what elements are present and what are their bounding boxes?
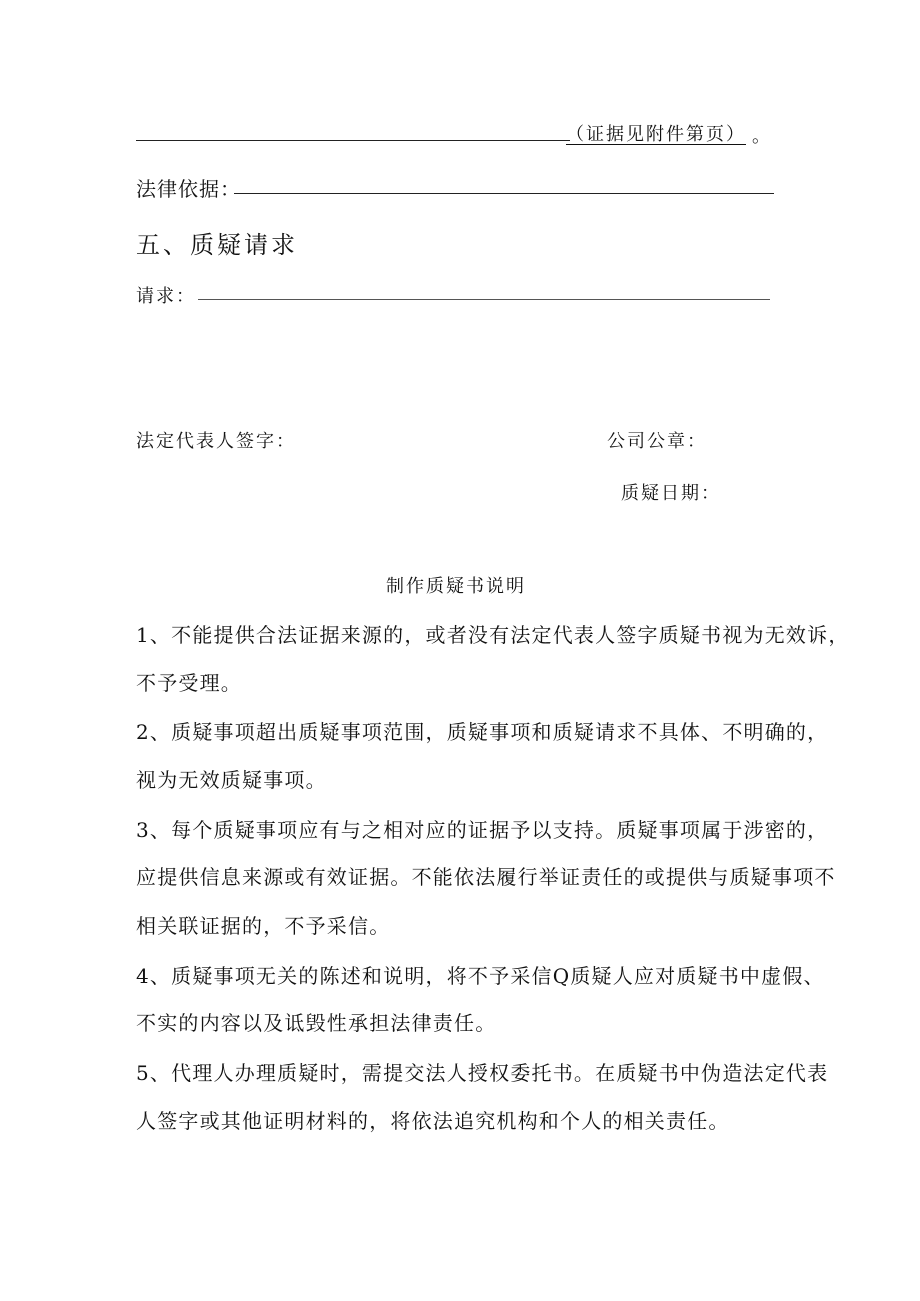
request-blank-line bbox=[198, 299, 770, 300]
objection-date-label: 质疑日期： bbox=[621, 483, 721, 504]
instruction-line: 1、不能提供合法证据来源的，或者没有法定代表人签字质疑书视为无效诉， bbox=[136, 623, 850, 647]
instruction-line: 不予受理。 bbox=[136, 671, 242, 695]
evidence-attachment-note: （证据见附件第页） bbox=[566, 124, 746, 145]
instruction-line: 人签字或其他证明材料的，将依法追究机构和个人的相关责任。 bbox=[136, 1109, 730, 1133]
instruction-line: 2、质疑事项超出质疑事项范围，质疑事项和质疑请求不具体、不明确的， bbox=[136, 720, 829, 744]
legal-representative-signature-label: 法定代表人签字： bbox=[136, 431, 296, 452]
instruction-line: 应提供信息来源或有效证据。不能依法履行举证责任的或提供与质疑事项不 bbox=[136, 865, 836, 889]
evidence-period: 。 bbox=[752, 126, 772, 147]
instruction-line: 3、每个质疑事项应有与之相对应的证据予以支持。质疑事项属于涉密的， bbox=[136, 818, 829, 842]
instruction-line: 相关联证据的，不予采信。 bbox=[136, 914, 391, 938]
instruction-line: 4、质疑事项无关的陈述和说明，将不予采信Q质疑人应对质疑书中虚假、 bbox=[136, 964, 825, 988]
evidence-blank-line bbox=[136, 140, 570, 141]
section-heading-request: 五、质疑请求 bbox=[136, 231, 298, 259]
instruction-line: 不实的内容以及诋毁性承担法律责任。 bbox=[136, 1011, 497, 1035]
legal-basis-label: 法律依据： bbox=[136, 177, 241, 201]
instructions-title: 制作质疑书说明 bbox=[386, 576, 526, 597]
legal-basis-blank-line bbox=[234, 193, 774, 194]
instruction-line: 视为无效质疑事项。 bbox=[136, 768, 327, 792]
instruction-line: 5、代理人办理质疑时，需提交法人授权委托书。在质疑书中伪造法定代表 bbox=[136, 1061, 829, 1085]
request-label: 请求： bbox=[136, 286, 196, 307]
company-seal-label: 公司公章： bbox=[607, 431, 707, 452]
